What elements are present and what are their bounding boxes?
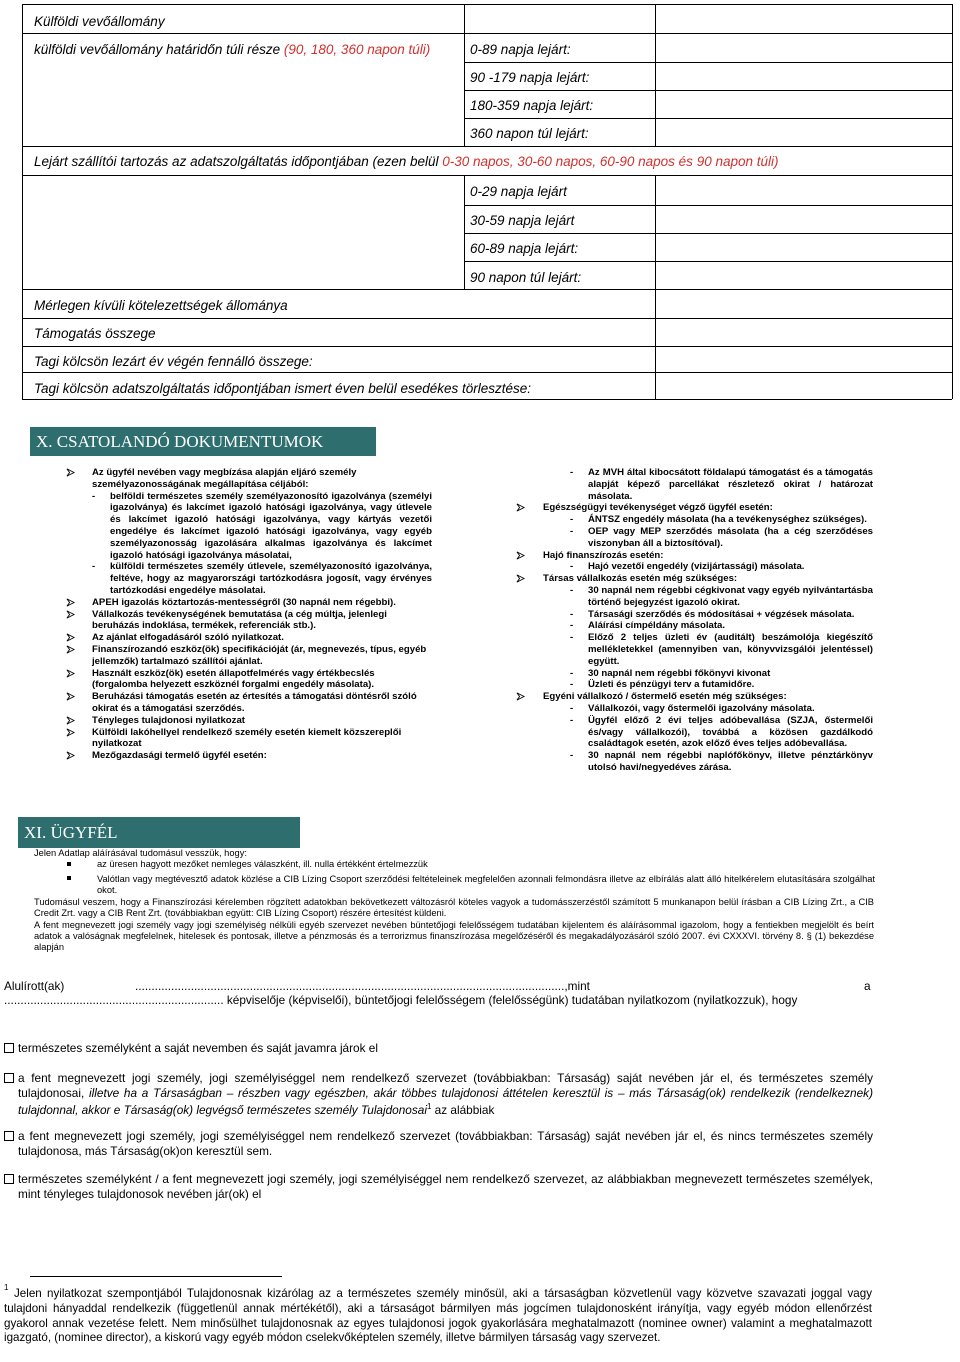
arrow-bullet-icon bbox=[66, 468, 75, 477]
table-line bbox=[22, 33, 952, 34]
list-subitem: - Aláírási címpéldány másolata. bbox=[570, 620, 726, 632]
ugyfel-bullet: Valótlan vagy megtévesztő adatok közlése a CIB Lízing Csoport szerződési feltételeinek megfelelően azonnali felmondásra illetve az elbírálás alatt álló hitelkérelem elutasítására szolgálhat okot. bbox=[97, 874, 875, 896]
table-border-left bbox=[22, 4, 23, 399]
table-line bbox=[464, 261, 952, 262]
list-item: Mezőgazdasági termelő ügyfél esetén: bbox=[62, 750, 432, 762]
footnote-text: Jelen nyilatkozat szempontjából Tulajdonosnak kizárólag az a természetes személy minősül, aki a társaságban közvetlenül vagy közvetve szavazati joggal vagy tulajdoni hányaddal rendelkezik (függetlenül annak mértékétől), aki a társaságot bármilyen más jogcímen tulajdonosként irányítja, vagy egyéb módon ellenőrzést gyakorol annak vezetése felett. Nem minősülhet tulajdonosnak az egyes tulajdonosi jogok gyakorlására meghatalmazott (nominee owner) valamint a meghatalmazott igazgató, (nominee director), a kiskorú vagy egyéb módon cselekvőképtelen személy, illetve bármilyen társaság vagy szervezet. bbox=[4, 1287, 872, 1345]
list-subitem: - Vállalkozói, vagy őstermelői igazolvány másolata. bbox=[570, 702, 815, 714]
list-item: Hajó finanszírozás esetén: bbox=[513, 550, 873, 562]
table-line bbox=[464, 90, 952, 91]
list-item: Társas vállalkozás esetén még szükséges: bbox=[513, 573, 873, 585]
list-item: Az ügyfél nevében vagy megbízása alapján eljáró személy személyazonosságának megállapítása céljából: bbox=[62, 467, 432, 491]
row-label: Külföldi vevőállomány bbox=[34, 14, 165, 29]
list-item: Egyéni vállalkozó / őstermelő esetén még szükséges: bbox=[513, 691, 873, 703]
table-line bbox=[464, 118, 952, 119]
table-line bbox=[22, 372, 952, 373]
arrow-bullet-icon bbox=[66, 598, 75, 607]
table-line bbox=[22, 289, 952, 290]
row-sublabel: 360 napon túl lejárt: bbox=[470, 126, 589, 141]
arrow-bullet-icon bbox=[66, 692, 75, 701]
declaration-label: Alulírott(ak) bbox=[4, 979, 65, 993]
list-subitem: - külföldi természetes személy útlevele, személyazonosító igazolványa, feltéve, hogy az magyarországi tartózkodásra jogosít, vagy érvényes tartózkodási engedélye másolatai. bbox=[92, 561, 432, 596]
declaration-text: ................................................................... képviselője (képviselői), büntetőjogi felelősségem (felelősségünk) tudatában nyilatkozom (nyilatkozzuk), hogy bbox=[4, 993, 798, 1007]
list-subitem: - Az MVH által kibocsátott földalapú támogatást és a támogatás alapját képező parcellákat részletező okirat / határozat másolata. bbox=[570, 467, 873, 502]
table-line bbox=[464, 4, 465, 146]
row-label: Mérlegen kívüli kötelezettségek állománya bbox=[34, 298, 288, 313]
ugyfel-bullet: az üresen hagyott mezőket nemleges válaszként, ill. nulla értékként értelmezzük bbox=[97, 859, 428, 869]
row-sublabel: 0-29 napja lejárt bbox=[470, 184, 567, 199]
table-border-top bbox=[22, 4, 952, 5]
arrow-bullet-icon bbox=[516, 551, 525, 560]
option-checkbox[interactable] bbox=[4, 1131, 14, 1141]
arrow-bullet-icon bbox=[516, 692, 525, 701]
square-bullet-icon bbox=[67, 862, 71, 866]
table-line bbox=[464, 62, 952, 63]
option-label: a fent megnevezett jogi személy, jogi személyiséggel nem rendelkező szervezet (továbbiakban: Társaság) saját nevében jár el, és nincs természetes személy tulajdonosa, más Társaság(ok)on keresztül sem. bbox=[18, 1129, 873, 1158]
arrow-bullet-icon bbox=[516, 503, 525, 512]
ugyfel-paragraph: Tudomásul veszem, hogy a Finanszírozási kérelemben rögzített adatokban bekövetkezett változásról köteles vagyok a tudomásszerzéstől számított 5 munkanapon belül írásban a CIB Lízing Zrt., a CIB Credit Zrt. vagy a CIB Rent Zrt. (továbbiakban együtt: CIB Lízing Csoport) részére értesítést küldeni. bbox=[34, 897, 874, 919]
table-line bbox=[655, 175, 656, 399]
list-subitem: - Társasági szerződés és módosításai + végzések másolata. bbox=[570, 608, 855, 620]
list-subitem: - 30 napnál nem régebbi cégkivonat vagy egyéb nyilvántartásba történő bejegyzést igazoló okirat. bbox=[570, 584, 873, 608]
table-border-right bbox=[952, 4, 953, 399]
list-item: Használt eszköz(ök) esetén állapotfelmérés vagy értékbecslés (forgalomba helyezett eszköznél forgalmi engedély másolata). bbox=[62, 668, 432, 692]
list-item: APEH igazolás köztartozás-mentességről (30 napnál nem régebbi). bbox=[62, 597, 432, 609]
option-checkbox[interactable] bbox=[4, 1174, 14, 1184]
declaration-text: a bbox=[864, 979, 871, 993]
row-label: Lejárt szállítói tartozás az adatszolgáltatás időpontjában (ezen belül 0-30 napos, 30-60 napos, 60-90 napos és 90 napon túli) bbox=[34, 154, 779, 169]
list-item: Vállalkozás tevékenységének bemutatása (a cég múltja, jelenlegi beruházás indoklása, termékek, referenciák stb.). bbox=[62, 609, 432, 633]
table-line bbox=[22, 318, 952, 319]
list-item: Az ajánlat elfogadásáról szóló nyilatkozat. bbox=[62, 632, 432, 644]
list-subitem: - 30 napnál nem régebbi főkönyvi kivonat bbox=[570, 667, 771, 679]
documents-right-column bbox=[513, 467, 873, 774]
list-subitem: - 30 napnál nem régebbi naplófőkönyv, illetve pénztárkönyv utolsó havi/negyedéves zárása. bbox=[570, 750, 873, 773]
row-sublabel: 0-89 napja lejárt: bbox=[470, 42, 571, 57]
list-item: Egészségügyi tevékenységet végző ügyfél esetén: bbox=[513, 502, 873, 514]
row-label: Tagi kölcsön lezárt év végén fennálló összege: bbox=[34, 354, 313, 369]
option-label: a fent megnevezett jogi személy, jogi személyiséggel nem rendelkező szervezet (továbbiakban: Társaság) saját nevében jár el, és természetes személy tulajdonosai, illetve ha a Társaságban – részben vagy egészben, akár többes tulajdonosi áttételen keresztül is – más Társaság(ok) rendelkezik (rendelkeznek) tulajdonnal, akkor e Társaság(ok) legvégső természetes személy Tulajdonosai$^1$ az alábbiak bbox=[18, 1071, 874, 1117]
table-line bbox=[22, 346, 952, 347]
row-sublabel: 30-59 napja lejárt bbox=[470, 213, 575, 228]
table-line bbox=[464, 205, 952, 206]
arrow-bullet-icon bbox=[516, 574, 525, 583]
table-line bbox=[22, 146, 952, 147]
list-item: Beruházási támogatás esetén az értesítés a támogatási döntésről szóló okirat és a támogatási szerződés. bbox=[62, 691, 432, 715]
list-subitem: - Előző 2 teljes üzleti év (auditált) beszámolója kiegészítő mellékletekkel (amennyiben van, könyvvizsgálói jelentéssel) együtt. bbox=[570, 632, 873, 667]
arrow-bullet-icon bbox=[66, 669, 75, 678]
list-item: Külföldi lakóhellyel rendelkező személy esetén kiemelt közszereplői nyilatkozat bbox=[62, 727, 432, 751]
financial-data-table bbox=[0, 0, 960, 402]
row-label: külföldi vevőállomány határidőn túli része (90, 180, 360 napon túli) bbox=[34, 42, 431, 57]
ugyfel-intro: Jelen Adatlap aláírásával tudomásul vesszük, hogy: bbox=[34, 848, 247, 858]
option-checkbox[interactable] bbox=[4, 1073, 14, 1083]
option-label: természetes személyként a saját nevemben és saját javamra járok el bbox=[18, 1041, 378, 1055]
documents-left-column bbox=[62, 467, 432, 762]
table-line bbox=[464, 233, 952, 234]
list-subitem: - Ügyfél előző 2 évi teljes adóbevallása (SZJA, őstermelői és/vagy vállalkozói), továbbá a közösen gazdálkodó családtagok esetén, azok előző éves teljes adóbevallása. bbox=[570, 714, 873, 750]
row-sublabel: 90 napon túl lejárt: bbox=[470, 270, 582, 285]
table-line bbox=[464, 175, 465, 289]
row-sublabel: 180-359 napja lejárt: bbox=[470, 98, 594, 113]
arrow-bullet-icon bbox=[66, 645, 75, 654]
row-sublabel: 90 -179 napja lejárt: bbox=[470, 70, 590, 85]
arrow-bullet-icon bbox=[66, 716, 75, 725]
section-x-title: X. CSATOLANDÓ DOKUMENTUMOK bbox=[30, 427, 376, 456]
section-xi-title: XI. ÜGYFÉL bbox=[18, 817, 300, 848]
square-bullet-icon bbox=[67, 876, 71, 880]
footnote-mark: 1 bbox=[4, 1283, 9, 1292]
arrow-bullet-icon bbox=[66, 728, 75, 737]
list-subitem: - Hajó vezetői engedély (vizijártassági) másolata. bbox=[570, 561, 805, 573]
row-label: Támogatás összege bbox=[34, 326, 156, 341]
list-item: Finanszírozandó eszköz(ök) specifikációját (ár, megnevezés, típus, egyéb jellemzők) tartalmazó szállítói ajánlat. bbox=[62, 644, 432, 668]
row-sublabel: 60-89 napja lejárt: bbox=[470, 241, 579, 256]
list-subitem: - belföldi természetes személy személyazonosító igazolványa (személyi igazolványa) és lakcímet igazoló hatósági igazolványa, vagy útlevele és lakcímet igazoló hatósági igazolványa, vagy kártyás vezetői engedélye és lakcímet igazoló hatósági igazolványa, vagy egyéb személyazonosság igazolására alkalmas igazolványa és lakcímet igazoló hatósági igazolványa másolatai, bbox=[92, 490, 432, 561]
ugyfel-paragraph: A fent megnevezett jogi személy vagy jogi személyiség nélküli egyéb szervezet nevében büntetőjogi felelősségem tudatában kijelentem és aláírásommal igazolom, hogy a fentiekben megjelölt és beírt adatok a valóságnak megfelelnek, hitelesek és pontosak, illetve a pénzmosás és a terrorizmus finanszírozása megelőzéséről és megakadályozásáról szóló 2007. évi CXXXVI. törvény 8. § (1) bekezdése alapján bbox=[34, 920, 874, 953]
list-item: Tényleges tulajdonosi nyilatkozat bbox=[62, 715, 432, 727]
list-subitem: - ÁNTSZ engedély másolata (ha a tevékenységhez szükséges). bbox=[570, 514, 867, 526]
table-border-bottom bbox=[22, 399, 952, 400]
table-line bbox=[22, 175, 952, 176]
arrow-bullet-icon bbox=[66, 610, 75, 619]
list-subitem: - Üzleti és pénzügyi terv a futamidőre. bbox=[570, 679, 755, 691]
row-label: Tagi kölcsön adatszolgáltatás időpontjában ismert éven belül esedékes törlesztése: bbox=[34, 381, 532, 396]
declaration-name-field[interactable]: ...................................................................................................................................,mint bbox=[135, 979, 590, 993]
option-label: természetes személyként / a fent megnevezett jogi személy, jogi személyiséggel nem rendelkező szervezet, az alábbiakban megnevezett természetes személyek, mint tényleges tulajdonosok nevében jár(ok) el bbox=[18, 1172, 873, 1201]
list-subitem: - OEP vagy MEP szerződés másolata (ha a cég szerződéses viszonyban áll a biztosítóval). bbox=[570, 525, 873, 549]
arrow-bullet-icon bbox=[66, 751, 75, 760]
footnote-separator bbox=[30, 1276, 282, 1277]
table-line bbox=[655, 4, 656, 146]
arrow-bullet-icon bbox=[66, 633, 75, 642]
option-checkbox[interactable] bbox=[4, 1043, 14, 1053]
